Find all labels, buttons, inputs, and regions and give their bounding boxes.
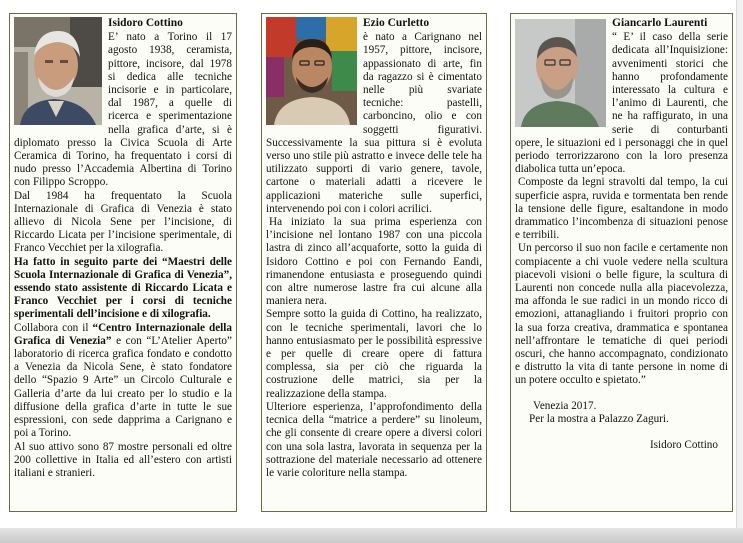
window-edge: [736, 0, 743, 528]
bottom-scroll-band: [0, 528, 743, 543]
place-date: Venezia 2017.: [533, 399, 597, 412]
review-paragraph: Composte da legni stravolti dal tempo, la cui superficie aspra, ruvida e tormentata ben rende la tensione delle figure, esaltandone in modo drammatico l’incombenza di situazioni penose e terribili.: [515, 176, 728, 242]
bio-paragraph: è nato a Carignano nel 1957, pittore, incisore, appassionato di arte, fin da ragazzo si è cimentato nelle più svariate tecniche: pastelli, carboncino, olio e con soggetti figurativi. Successivamente la sua pittura si è evoluta verso uno stile più astratto e invece delle tele ha utilizzato supporti di vario genere, tavole, cartone o materiali adatti a ricevere le applicazioni materiche sulle superfici, intervenendo poi con i colori acrilici.: [266, 31, 482, 215]
review-paragraph: “ E’ il caso della serie dedicata all’Inquisizione: avvenimenti storici che hanno profondamente interessato la cultura e l’animo di Laurenti, che ne ha raffigurato, in una serie di conturbanti opere, le situazioni ed i personaggi che in quel periodo terrorizzarono con la loro presenza diabolica tutta un’epoca.: [515, 31, 728, 176]
signature: Isidoro Cottino: [649, 439, 718, 452]
portrait-ezio-curletto: [266, 17, 357, 125]
portrait-giancarlo-laurenti: [515, 19, 606, 127]
bio-paragraph: Ha iniziato la sua prima esperienza con l’incisione nel lontano 1987 con una piccola lastra di zinco all’acquaforte, sotto la guida di Isidoro Cottino e poi con Fernando Eandi, rimanendone entusiasta e proseguendo quindi con altre numerose lastre fra cui alcune alla maniera nera.: [266, 216, 482, 308]
bio-highlight-paragraph: Ha fatto in seguito parte dei “Maestri delle Scuola Internazionale di Grafica di Venezia”, essendo stato assistente di Riccardo Licata e Franco Vecchiet per i corsi di tecniche sperimentali dell’incisione e di xilografia.: [14, 255, 232, 321]
artist-column-laurenti: [510, 13, 733, 512]
artist-name: Ezio Curletto: [363, 17, 430, 29]
bio-paragraph: Ulteriore esperienza, l’approfondimento della tecnica della “matrice a perdere” su linoleum, che gli consente di creare opere a diversi colori con una sola lastra, lavorata in sequenza per la sottrazione del materiale necessario ad ottenere le varie coloriture nella stampa.: [266, 400, 482, 479]
bio-paragraph: Sempre sotto la guida di Cottino, ha realizzato, con le tecniche sperimentali, lavori che lo hanno entusiasmato per le possibilità espressive e per quelle di creare opere di fattura complessa, sia per ciò che riguarda la costruzione delle matrici, sia per la realizzazione della stampa.: [266, 308, 482, 400]
artist-column-curletto: [261, 13, 487, 512]
portrait-isidoro-cottino: [14, 17, 102, 125]
occasion: Per la mostra a Palazzo Zaguri.: [529, 412, 669, 425]
bio-paragraph: Dal 1984 ha frequentato la Scuola Internazionale di Grafica di Venezia è stato allievo di Nicola Sene per l’incisione, di Riccardo Licata per l’incisione sperimentale, di Franco Vecchiet per la xilografia.: [14, 189, 232, 255]
bio-paragraph: E’ nato a Torino il 17 agosto 1938, ceramista, pittore, incisore, dal 1978 si dedica alle tecniche incisorie e in particolare, dal 1987, a quelle di ricerca e sperimentazione nella grafica d’arte, si è diplomato presso la Civica Scuola di Arte Ceramica di Torino, ha frequentato i corsi di nudo presso l’Accademia Albertina di Torino con Filippo Scroppo.: [14, 31, 232, 189]
artist-name: Isidoro Cottino: [108, 17, 183, 29]
bio-paragraph: Al suo attivo sono 87 mostre personali ed oltre 200 collettive in Italia ed all’estero con artisti italiani e stranieri.: [14, 440, 232, 479]
bio-collab-paragraph: Collabora con il “Centro Internazionale della Grafica di Venezia” e con “L’Atelier Aperto” laboratorio di ricerca grafica fondato e condotto a Venezia da Nicola Sene, è stato fondatore dello “Spazio 9 Arte” un Circolo Culturale e Galleria d’arte da lui creato per lo studio e la diffusione della grafica d’arte in tutte le sue espressioni, con sede dapprima a Carignano e poi a Torino.: [14, 321, 232, 440]
artist-column-cottino: [9, 13, 237, 512]
artist-name: Giancarlo Laurenti: [612, 17, 708, 29]
review-paragraph: Un percorso il suo non facile e certamente non compiacente a chi vuole vedere nella scultura piacevoli visioni o belle figure, la scultura di Laurenti non concede nulla alla piacevolezza, ma affonda le sue radici in un mondo ricco di emozioni, attanagliando i fruitori proprio con la sua forza creativa, drammatica e spontanea nell’affrontare le tematiche di quei periodi oscuri, che hanno accompagnato, condizionato e distrutto la vita di tante persone in nome di un potere occulto e spietato.”: [515, 242, 728, 387]
